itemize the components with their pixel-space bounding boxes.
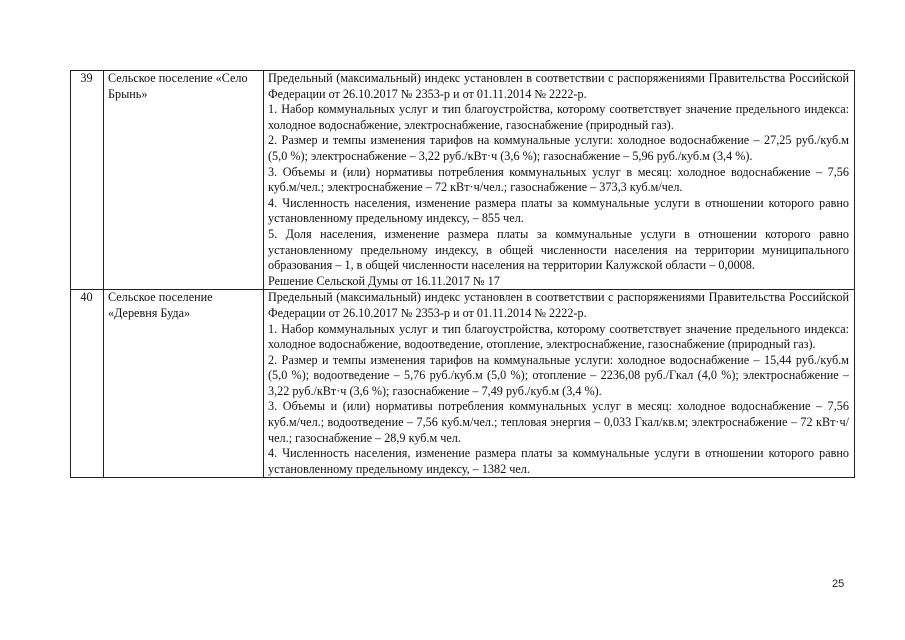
- paragraph: 2. Размер и темпы изменения тарифов на коммунальные услуги: холодное водоснабжение – 27,25 руб./куб.м (5,0 %); электроснабжение – 3,22 руб./кВт·ч (3,6 %); газоснабжение – 5,96 руб./куб.м (3,4 %).: [268, 133, 849, 163]
- paragraph: Предельный (максимальный) индекс установлен в соответствии с распоряжениями Правительства Российской Федерации от 26.10.2017 № 2353-р и от 01.11.2014 № 2222-р.: [268, 290, 849, 320]
- index-description: [264, 71, 855, 290]
- page-number: 25: [832, 578, 845, 590]
- index-description: [264, 290, 855, 478]
- paragraph: 3. Объемы и (или) нормативы потребления коммунальных услуг в месяц: холодное водоснабжение – 7,56 куб.м/чел.; электроснабжение – 72 кВт·ч/чел.; газоснабжение – 373,3 куб.м/чел.: [268, 164, 849, 195]
- paragraph: 5. Доля населения, изменение размера платы за коммунальные услуги в отношении которого равно установленному предельному индексу, в общей численности населения на территории муниципального образования – 1, в общей численности населения на территории Калужской области – 0,0008.: [268, 226, 849, 273]
- decision-reference: Решение Сельской Думы от 16.11.2017 № 17: [268, 273, 500, 288]
- paragraph: 4. Численность населения, изменение размера платы за коммунальные услуги в отношении которого равно установленному предельному индексу, – 855 чел.: [268, 195, 849, 226]
- paragraph: 4. Численность населения, изменение размера платы за коммунальные услуги в отношении которого равно установленному предельному индексу, – 1382 чел.: [268, 446, 849, 476]
- settlement-name: Сельское поселение «Село Брынь»: [104, 71, 264, 290]
- paragraph: 1. Набор коммунальных услуг и тип благоустройства, которому соответствует значение предельного индекса: холодное водоснабжение, электроснабжение, газоснабжение (природный газ).: [268, 102, 849, 132]
- paragraph: Предельный (максимальный) индекс установлен в соответствии с распоряжениями Правительства Российской Федерации от 26.10.2017 № 2353-р и от 01.11.2014 № 2222-р.: [268, 71, 849, 101]
- table-row: [71, 290, 855, 478]
- paragraph: 3. Объемы и (или) нормативы потребления коммунальных услуг в месяц: холодное водоснабжение – 7,56 куб.м/чел.; водоотведение – 7,56 куб.м/чел.; тепловая энергия – 0,033 Гкал/кв.м; электроснабжение – 72 кВт·ч/чел.; газоснабжение – 28,9 куб.м чел.: [268, 399, 849, 445]
- tariff-index-table: [70, 70, 855, 478]
- paragraph: 2. Размер и темпы изменения тарифов на коммунальные услуги: холодное водоснабжение – 15,44 руб./куб.м (5,0 %); водоотведение – 5,76 руб./куб.м (5,0 %); отопление – 2236,08 руб./Гкал (4,0 %); электроснабжение – 3,22 руб./кВт·ч (3,6 %); газоснабжение – 7,49 руб./куб.м (3,4 %).: [268, 352, 849, 398]
- paragraph: 1. Набор коммунальных услуг и тип благоустройства, которому соответствует значение предельного индекса: холодное водоснабжение, водоотведение, отопление, электроснабжение, газоснабжение (природный газ).: [268, 321, 849, 352]
- settlement-name: Сельское поселение «Деревня Буда»: [104, 290, 264, 478]
- row-number: 39: [71, 71, 104, 290]
- table-row: [71, 71, 855, 290]
- row-number: 40: [71, 290, 104, 478]
